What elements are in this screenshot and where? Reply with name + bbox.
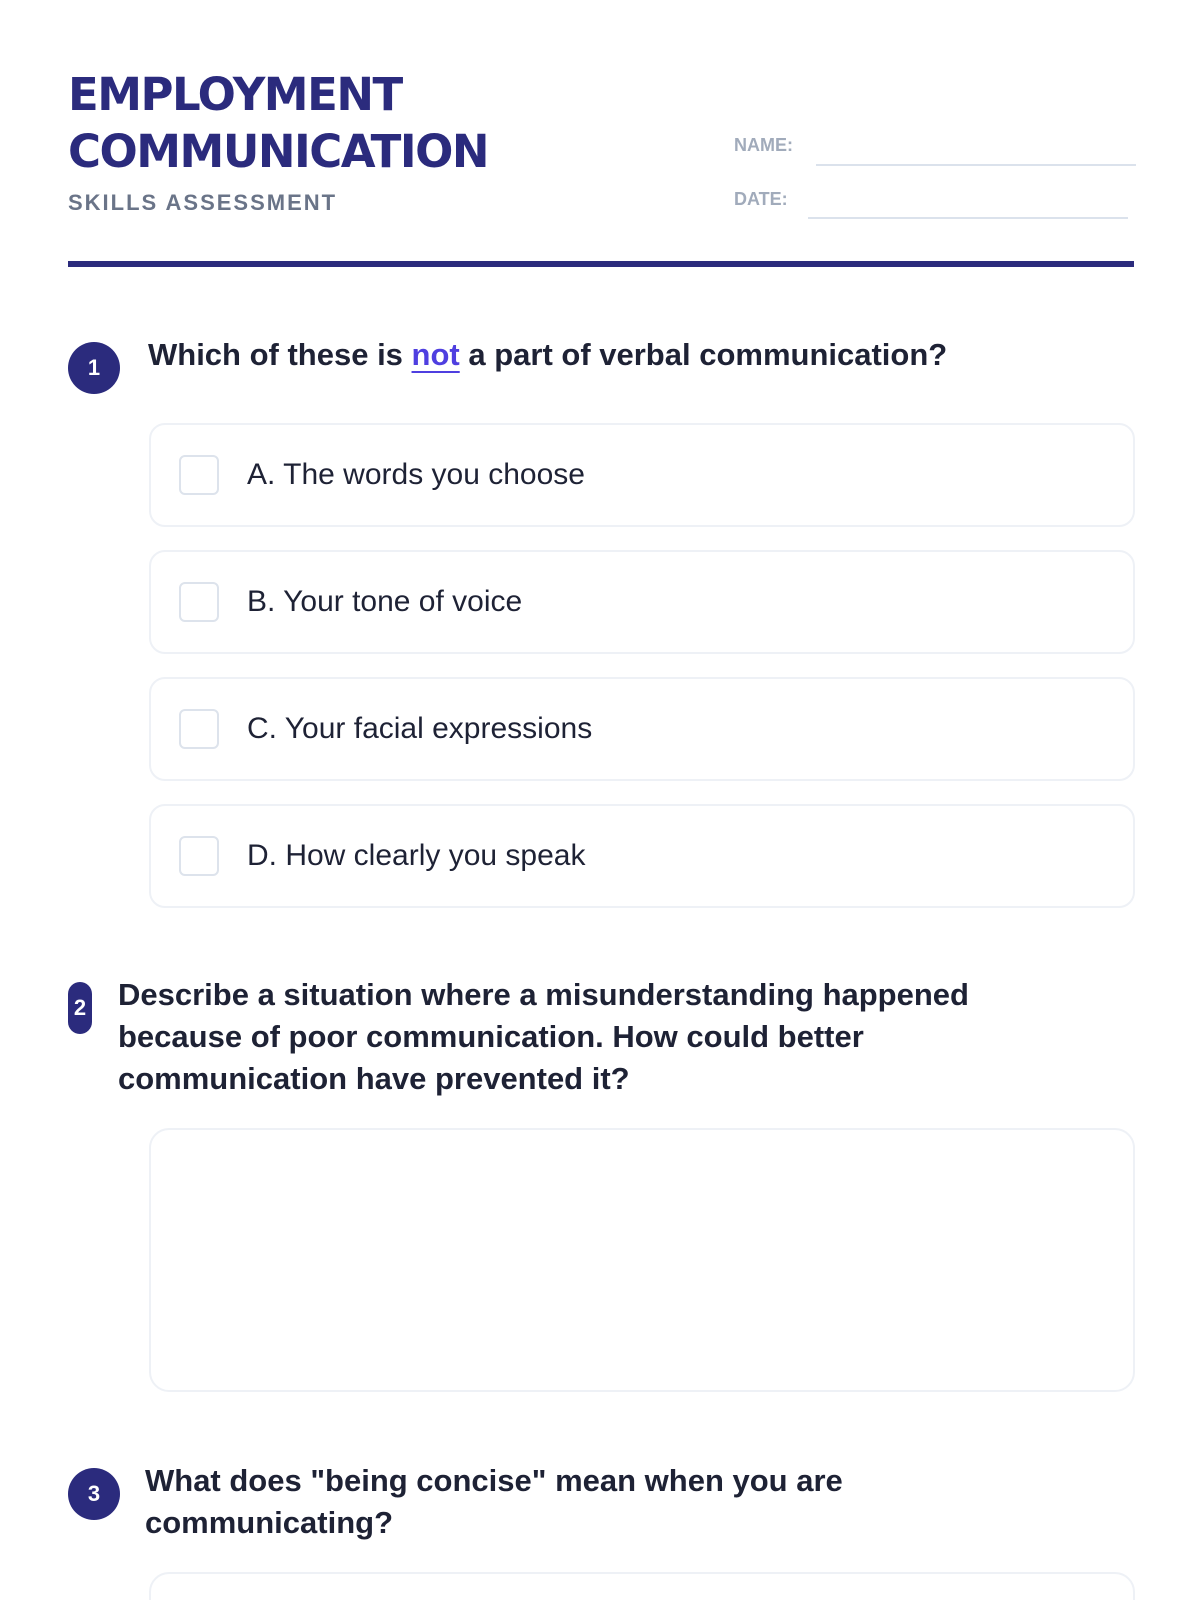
option-d-checkbox[interactable] [179,836,219,876]
option-c[interactable] [149,677,1135,781]
name-label: NAME: [734,135,793,155]
question-3-answer-input[interactable] [149,1572,1135,1600]
header-divider [68,261,1134,267]
title-line-1: EMPLOYMENT [68,68,402,121]
date-field-line[interactable] [808,217,1128,219]
option-d-label: D. How clearly you speak [247,839,586,872]
page-subtitle: SKILLS ASSESSMENT [68,190,338,215]
question-2-number: 2 [68,982,92,1034]
question-2-line-1: Describe a situation where a misunderstanding happened [118,977,969,1012]
question-1-number: 1 [68,342,120,394]
title-line-2: COMMUNICATION [68,125,488,178]
option-c-label: C. Your facial expressions [247,712,593,745]
option-a[interactable] [149,423,1135,527]
question-3-text [145,1460,1145,1544]
option-b-label: B. Your tone of voice [247,585,523,618]
question-2-line-2: because of poor communication. How could better [118,1019,864,1054]
question-1-emphasis: not [411,337,460,372]
question-2-line-3: communication have prevented it? [118,1061,630,1096]
option-b[interactable] [149,550,1135,654]
option-d[interactable] [149,804,1135,908]
option-c-checkbox[interactable] [179,709,219,749]
question-2-text [118,974,1138,1100]
question-1-text-before: Which of these is [148,337,412,372]
question-3-number: 3 [68,1468,120,1520]
question-1-text-after: a part of verbal communication? [459,337,948,372]
name-field-line[interactable] [816,164,1136,166]
option-b-checkbox[interactable] [179,582,219,622]
question-3-line-2: communicating? [145,1505,394,1540]
question-1-text [148,334,1148,376]
page-title [68,66,628,180]
question-3-line-1: What does "being concise" mean when you are [145,1463,843,1498]
question-2-answer-input[interactable] [149,1128,1135,1392]
option-a-checkbox[interactable] [179,455,219,495]
option-a-label: A. The words you choose [247,458,585,491]
date-label: DATE: [734,189,788,209]
